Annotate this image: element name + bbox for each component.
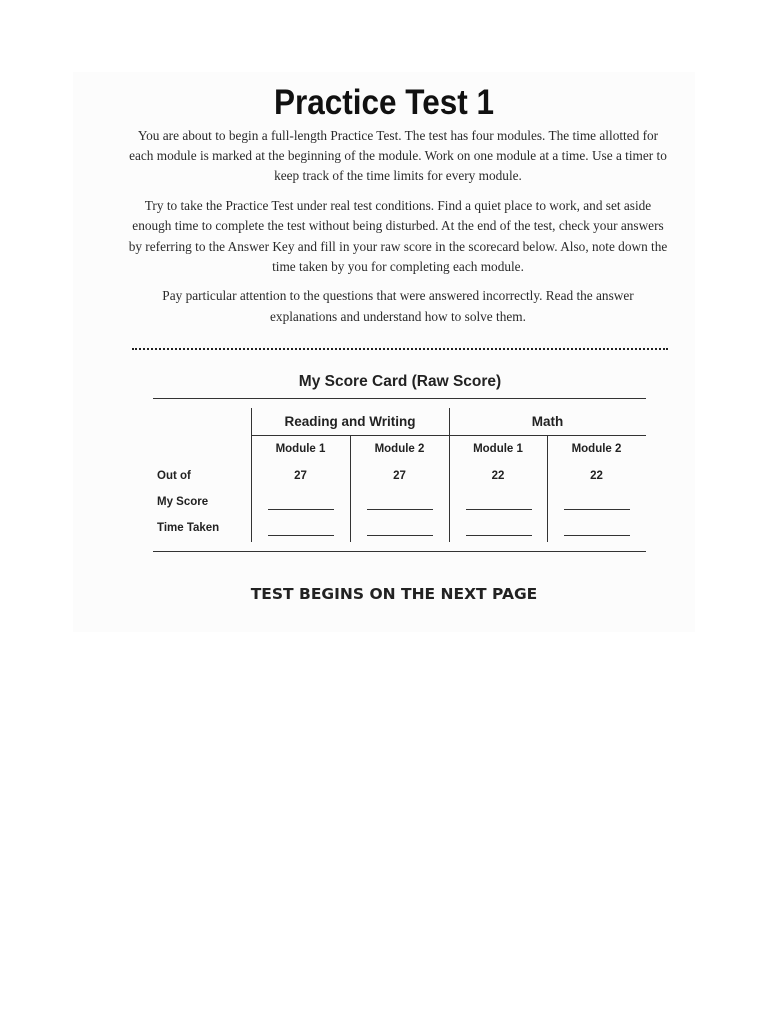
intro-paragraph-1: You are about to begin a full-length Practice Test. The test has four modules. The time allotted for each module is marked at the beginning of the module. Work on one module at a time. Use a timer to keep track of the time limits for every module.	[129, 128, 667, 184]
intro-paragraph-3: Pay particular attention to the questions that were answered incorrectly. Read the answer explanations and understand how to solve them.	[162, 288, 634, 324]
out-of-value: 22	[491, 470, 505, 482]
my-score-blank[interactable]	[268, 509, 334, 510]
dotted-separator	[132, 348, 668, 350]
scorecard-title: My Score Card (Raw Score)	[298, 373, 502, 390]
time-taken-blank[interactable]	[466, 535, 532, 536]
my-score-blank[interactable]	[367, 509, 433, 510]
group-header-math: Math	[531, 414, 564, 429]
out-of-value: 27	[393, 470, 406, 482]
my-score-blank[interactable]	[564, 509, 630, 510]
out-of-value: 22	[590, 470, 603, 482]
group-header-reading-writing: Reading and Writing	[284, 414, 416, 429]
test-begins-note: TEST BEGINS ON THE NEXT PAGE	[250, 585, 538, 603]
module-header: Module 1	[473, 443, 523, 455]
time-taken-blank[interactable]	[564, 535, 630, 536]
module-header: Module 1	[275, 443, 326, 455]
intro-paragraph-2: Try to take the Practice Test under real test conditions. Find a quiet place to work, and set aside enough time to complete the test without being disturbed. At the end of the test, check your answers by referring to the Answer Key and fill in your raw score in the scorecard below. Also, note down the time taken by you for completing each module.	[128, 198, 668, 274]
my-score-blank[interactable]	[466, 509, 532, 510]
row-label-time-taken: Time Taken	[157, 522, 220, 534]
module-header: Module 2	[374, 443, 425, 455]
row-label-my-score: My Score	[157, 496, 209, 508]
module-header: Module 2	[571, 443, 622, 455]
time-taken-blank[interactable]	[367, 535, 433, 536]
time-taken-blank[interactable]	[268, 535, 334, 536]
intro-text	[128, 126, 668, 336]
page-title: Practice Test 1	[273, 83, 495, 122]
scorecard-bottom-rule	[153, 551, 646, 552]
out-of-value: 27	[294, 470, 307, 482]
row-label-out-of: Out of	[157, 470, 191, 482]
scorecard-top-rule	[153, 398, 646, 399]
